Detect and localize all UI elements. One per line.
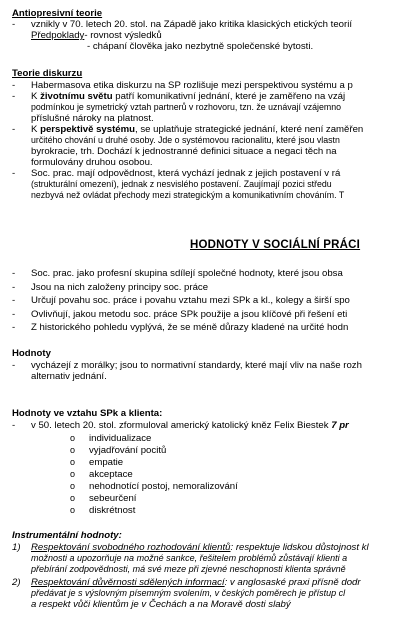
text-line: příslušné nároky na platnost. [31,113,154,124]
text-line: alternativ jednání. [31,371,107,382]
section-heading-instrumental: Instrumentální hodnoty: [12,530,122,541]
bullet-dash: - [12,19,16,30]
list-item: diskrétnost [89,505,136,516]
list-item: Z historického pohledu vyplývá, že se méně důrazy kladené na určité hodn [31,322,349,333]
text-line: Respektování svobodného rozhodování klientů: respektuje lidskou důstojnost kl [31,542,369,553]
bullet-dash: - [12,91,16,102]
bullet-o: o [70,481,76,491]
list-item: Soc. prac. jako profesní skupina sdílejí společné hodnoty, které jsou obsa [31,268,343,279]
list-item: Ovlivňují, jakou metodu soc. práce SPk použije a jsou klíčové při řešení eti [31,309,348,320]
bullet-dash: - [12,420,16,431]
text-line: podmínkou je symetrický vztah partnerů v rozhovoru, tzn. že uznávají vzájemno [31,102,341,112]
section-heading-discourse: Teorie diskurzu [12,68,83,79]
bullet-dash: - [12,295,16,306]
list-item: nehodnotící postoj, nemoralizování [89,481,238,492]
bullet-dash: - [12,80,16,91]
text-line: formulovány druhou osobou. [31,157,153,168]
bullet-o: o [70,469,76,479]
text-line: v 50. letech 20. stol. zformuloval americký katolický kněz Felix Biestek 7 pr [31,420,349,431]
text-line: Respektování důvěrnosti sdělených informací: v anglosaské praxi přísně dodr [31,577,361,588]
text-line: (strukturální omezení), jednak z nesvislého postavení. Zaujímají pozici středu [31,179,332,189]
bullet-dash: - [12,282,16,293]
text-line: - chápaní člověka jako nezbytně společenské bytosti. [87,41,314,52]
bullet-o: o [70,505,76,515]
list-item: vyjadřování pocitů [89,445,167,456]
text-line: a respekt vůči klientům je v Čechách a na Moravě dosti slabý [31,599,291,610]
list-item: sebeurčení [89,493,137,504]
list-item: Určují povahu soc. práce i povahu vztahu mezi SPk a kl., kolegy a širší spo [31,295,350,306]
bullet-dash: - [12,124,16,135]
text-line: přebírání zodpovědnosti, má své meze při zjevné neschopnosti klienta správně [31,564,346,574]
list-number: 2) [12,577,21,588]
section-heading-antiopressive: Antiopresivní teorie [12,8,103,19]
text-line: K životnímu světu patří komunikativní jednání, které je zaměřeno na vzáj [31,91,346,102]
text-line: předávat je s výslovným písemným svolením, v českých poměrech je přístup cl [31,588,346,598]
bullet-o: o [70,457,76,467]
text-line: vycházejí z morálky; jsou to normativní standardy, které mají vliv na naše rozh [31,360,362,371]
text-line: vznikly v 70. letech 20. stol. na Západě jako kritika klasických etických teorií [31,19,352,30]
text-line: Soc. prac. mají odpovědnost, která vychází jednak z jejich postavení v rá [31,168,341,179]
bullet-dash: - [12,268,16,279]
bullet-o: o [70,433,76,443]
text-line: byrokracie, trh. Dochází k jednostranné definici situace a negaci těch na [31,146,337,157]
bullet-dash: - [12,322,16,333]
list-item: empatie [89,457,124,468]
list-number: 1) [12,542,21,553]
text-line: možnosti a upozorňuje na možné sankce, řešitelem problémů zůstávají klienti a [31,553,348,563]
text-line: Předpoklady- rovnost výsledků [31,30,162,41]
text-line: nezbyvá než ovládat přechody mezi strategickým a komunikativním chováním. T [31,190,345,200]
section-heading-relationship-values: Hodnoty ve vztahu SPk a klienta: [12,408,163,419]
bullet-dash: - [12,309,16,320]
text-line: Habermasova etika diskurzu na SP rozlišuje mezi perspektivou systému a p [31,80,353,91]
list-item: Jsou na nich založeny principy soc. práce [31,282,209,293]
list-item: akceptace [89,469,133,480]
bullet-dash: - [12,360,16,371]
bullet-o: o [70,493,76,503]
bullet-o: o [70,445,76,455]
text-line: K perspektivě systému, se uplatňuje strategické jednání, které není zaměřen [31,124,364,135]
bullet-dash: - [12,168,16,179]
section-heading-values: Hodnoty [12,348,51,359]
list-item: individualizace [89,433,152,444]
text-line: určitého chování u druhé osoby. Jde o systémovou racionalitu, které jsou vlastn [31,135,340,145]
page-title: HODNOTY V SOCIÁLNÍ PRÁCI [190,239,361,251]
